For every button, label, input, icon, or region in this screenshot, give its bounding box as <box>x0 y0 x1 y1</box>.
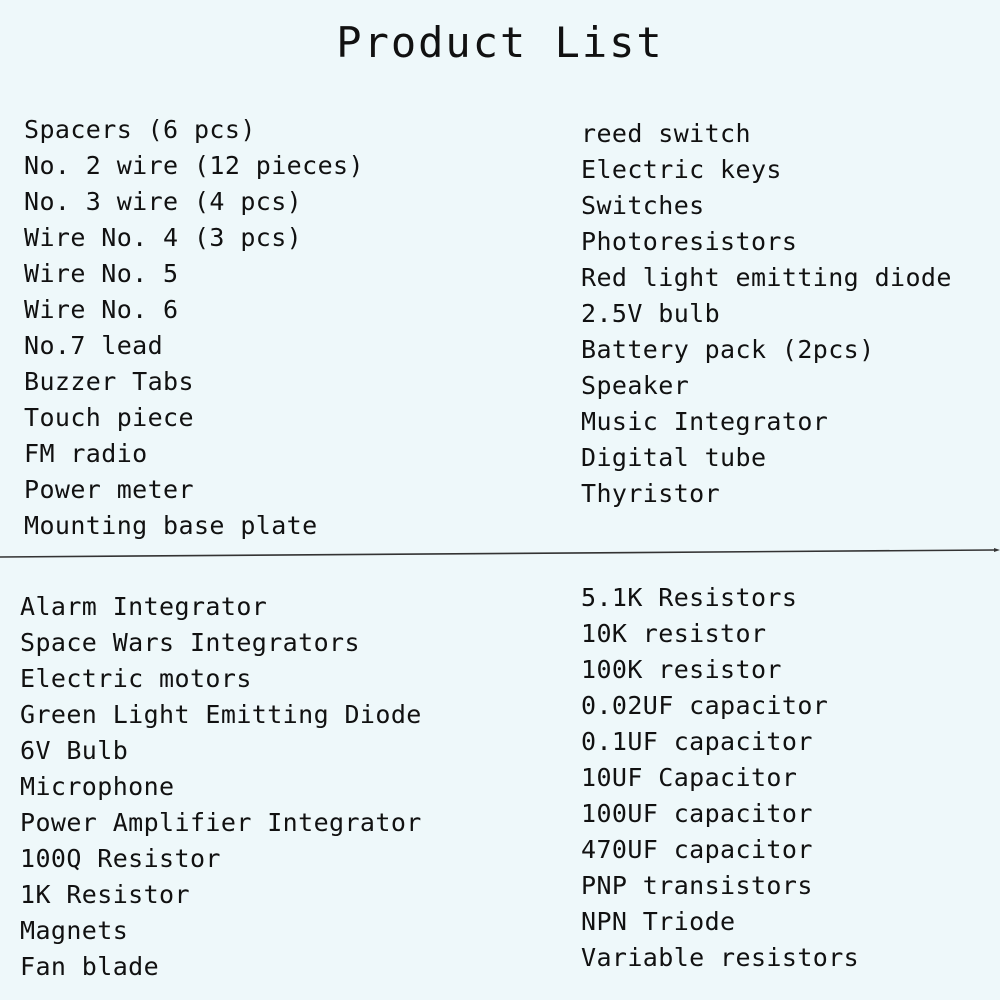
list-item: Electric motors <box>20 664 252 693</box>
list-item: Battery pack (2pcs) <box>581 335 875 364</box>
list-item: 10UF Capacitor <box>581 763 798 792</box>
page-title: Product List <box>336 18 664 67</box>
list-item: reed switch <box>581 119 751 148</box>
list-item: 100Q Resistor <box>20 844 221 873</box>
list-item: Thyristor <box>581 479 721 508</box>
list-item: Power Amplifier Integrator <box>20 808 422 837</box>
list-item: 470UF capacitor <box>581 835 813 864</box>
top-right-item-list <box>581 116 952 512</box>
list-item: Magnets <box>20 916 129 945</box>
top-left-item-list <box>24 112 364 544</box>
list-item: Buzzer Tabs <box>24 367 194 396</box>
list-item: Music Integrator <box>581 407 829 436</box>
list-item: Touch piece <box>24 403 194 432</box>
list-item: Variable resistors <box>581 943 860 972</box>
list-item: 10K resistor <box>581 619 767 648</box>
section-divider <box>0 548 1000 560</box>
list-item: 5.1K Resistors <box>581 583 798 612</box>
list-item: Red light emitting diode <box>581 263 952 292</box>
bottom-left-item-list <box>20 589 422 985</box>
list-item: No. 2 wire (12 pieces) <box>24 151 364 180</box>
list-item: FM radio <box>24 439 148 468</box>
list-item: Space Wars Integrators <box>20 628 360 657</box>
list-item: Spacers (6 pcs) <box>24 115 256 144</box>
list-item: Photoresistors <box>581 227 798 256</box>
bottom-right-item-list <box>581 580 859 976</box>
list-item: Green Light Emitting Diode <box>20 700 422 729</box>
list-item: PNP transistors <box>581 871 813 900</box>
list-item: No.7 lead <box>24 331 164 360</box>
list-item: 0.02UF capacitor <box>581 691 829 720</box>
list-item: Speaker <box>581 371 690 400</box>
list-item: No. 3 wire (4 pcs) <box>24 187 303 216</box>
list-item: Electric keys <box>581 155 782 184</box>
list-item: 2.5V bulb <box>581 299 721 328</box>
list-item: Microphone <box>20 772 175 801</box>
list-item: Mounting base plate <box>24 511 318 540</box>
list-item: Wire No. 5 <box>24 259 179 288</box>
list-item: Fan blade <box>20 952 160 981</box>
list-item: Alarm Integrator <box>20 592 268 621</box>
list-item: 100UF capacitor <box>581 799 813 828</box>
list-item: Switches <box>581 191 705 220</box>
list-item: 6V Bulb <box>20 736 129 765</box>
list-item: Wire No. 6 <box>24 295 179 324</box>
list-item: Digital tube <box>581 443 767 472</box>
list-item: NPN Triode <box>581 907 736 936</box>
list-item: 1K Resistor <box>20 880 190 909</box>
list-item: Wire No. 4 (3 pcs) <box>24 223 303 252</box>
list-item: 100K resistor <box>581 655 782 684</box>
list-item: 0.1UF capacitor <box>581 727 813 756</box>
list-item: Power meter <box>24 475 194 504</box>
